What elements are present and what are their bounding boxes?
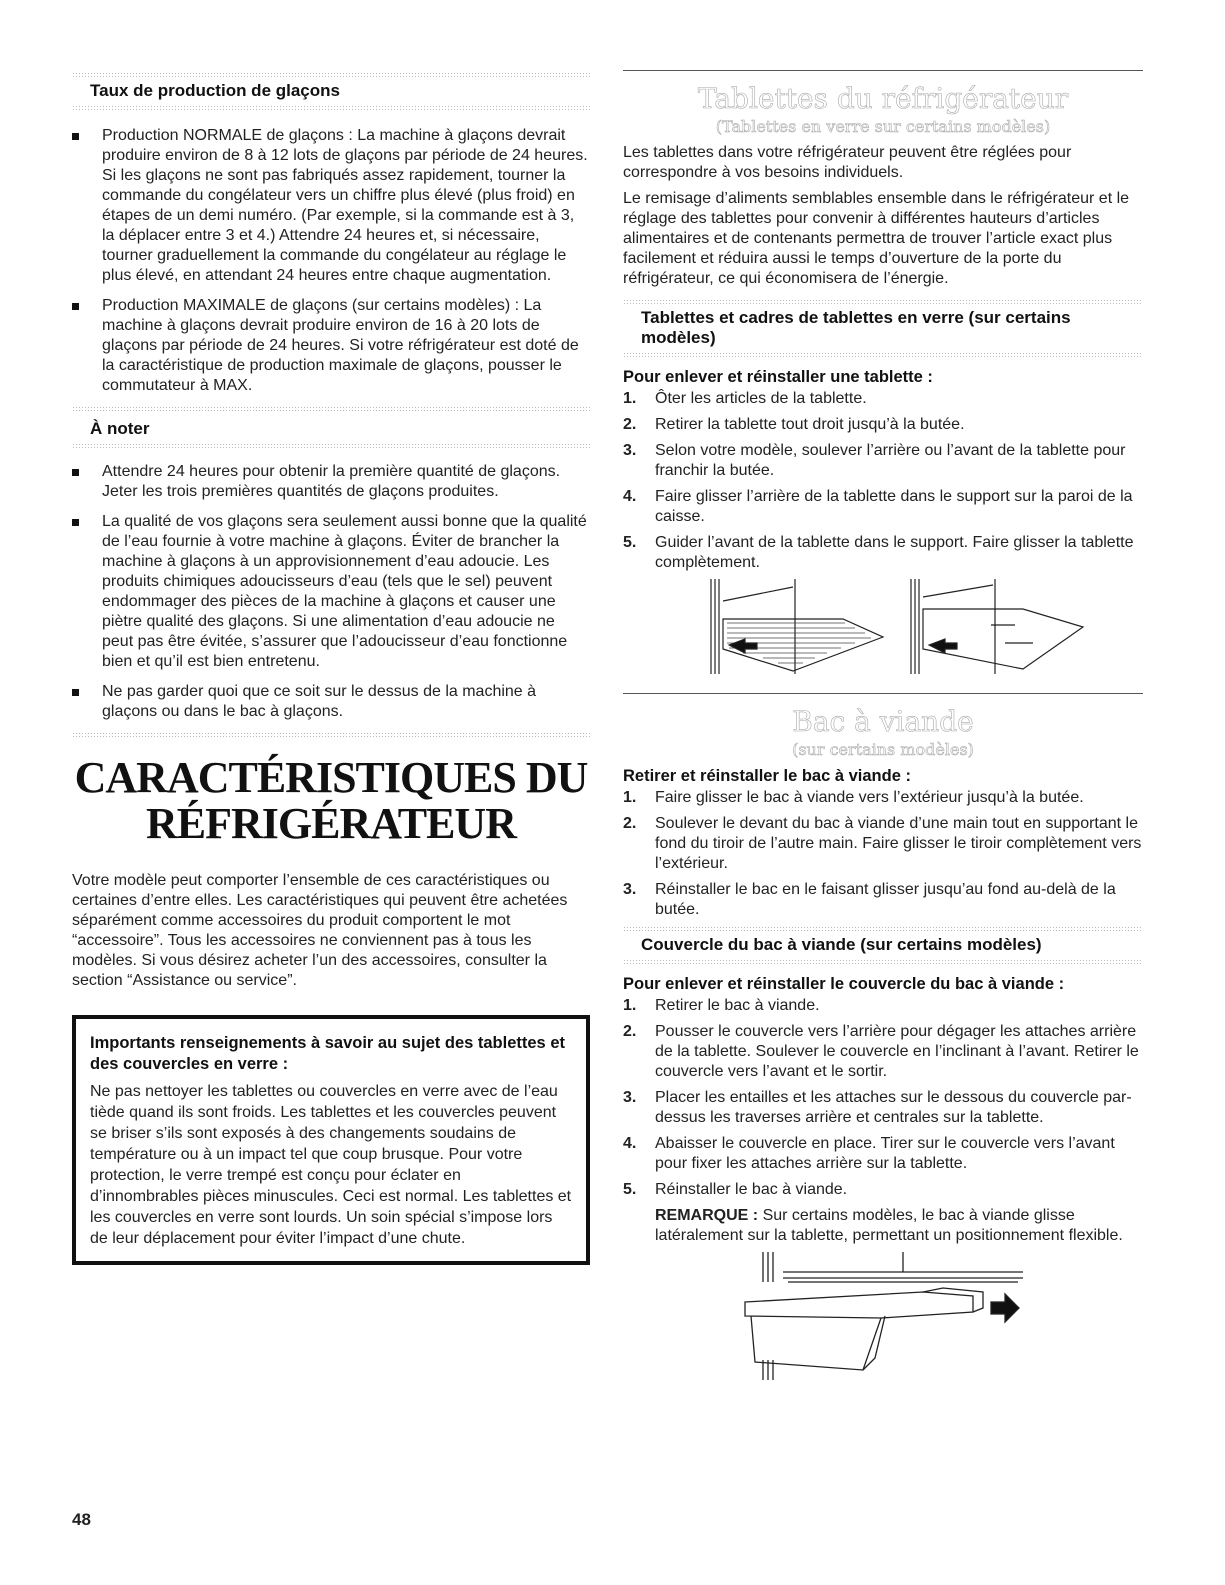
remark-label: REMARQUE : (655, 1207, 759, 1224)
remark (623, 1206, 1143, 1246)
section-rule (623, 70, 1143, 71)
step-number: 4. (623, 488, 637, 505)
ice-rate-heading: Taux de production de glaçons (90, 81, 340, 100)
step-number: 5. (623, 534, 637, 551)
warning-box-text: Ne pas nettoyer les tablettes ou couvercles en verre avec de l’eau tiède quand ils sont froids. Les tablettes et les couvercles peuvent se briser s’ils sont exposés à des changements soudains de température ou à un impact tel que coup brusque. Pour votre protection, le verre trempé est conçu pour éclater en d’innombrables pièces minuscules. Ceci est normal. Les tablettes et les couvercles en verre sont lourds. Un soin spécial s’impose lors de leur déplacement pour éviter l’impact d’une chute. (90, 1083, 572, 1247)
step-number: 2. (623, 815, 637, 832)
step-text: Faire glisser l’arrière de la tablette dans le support sur la paroi de la caisse. (655, 488, 1133, 525)
step-text: Retirer la tablette tout droit jusqu’à la butée. (655, 416, 965, 433)
remark-text: Sur certains modèles, le bac à viande glisse latéralement sur la tablette, permettant un positionnement flexible. (655, 1207, 1123, 1244)
step-text: Guider l’avant de la tablette dans le support. Faire glisser la tablette complètement. (655, 534, 1134, 571)
divider (623, 959, 1143, 964)
step-number: 3. (623, 1089, 637, 1106)
list-item (623, 533, 1143, 573)
list-item: Production MAXIMALE de glaçons (sur certains modèles) : La machine à glaçons devrait produire environ de 16 à 20 lots de glaçons par période de 24 heures. Si votre réfrigérateur est doté de la caractéristique de production maximale de glaçons, pousser le commutateur à MAX. (72, 296, 590, 396)
list-item (623, 389, 1143, 409)
ice-rate-list (72, 126, 590, 396)
meat-drawer-subtitle: (sur certains modèles) (792, 740, 974, 759)
step-number: 4. (623, 1135, 637, 1152)
page-title (72, 755, 590, 847)
list-item (623, 487, 1143, 527)
page-number: 48 (72, 1510, 91, 1529)
list-item (623, 1180, 1143, 1200)
warning-box-title: Importants renseignements à savoir au sujet des tablettes et des couvercles en verre : (90, 1034, 565, 1073)
step-number: 3. (623, 442, 637, 459)
list-item (623, 996, 1143, 1016)
cover-steps-heading: Pour enlever et réinstaller le couvercle du bac à viande : (623, 975, 1065, 993)
list-item (623, 880, 1143, 920)
note-heading: À noter (90, 419, 150, 438)
list-item (623, 415, 1143, 435)
section-rule (623, 693, 1143, 694)
glass-shelves-heading: Tablettes et cadres de tablettes en verre (sur certains modèles) (641, 308, 1071, 347)
glass-warning-box (72, 1015, 590, 1265)
divider (72, 732, 590, 737)
shelves-subtitle: (Tablettes en verre sur certains modèles) (715, 117, 1051, 136)
step-number: 5. (623, 1181, 637, 1198)
step-text: Soulever le devant du bac à viande d’une main tout en supportant le fond du tiroir de l’autre main. Faire glisser le tiroir complètement vers l’extérieur. (655, 815, 1142, 872)
step-text: Réinstaller le bac à viande. (655, 1181, 848, 1198)
list-item (623, 1022, 1143, 1082)
shelf-illustrations (623, 579, 1143, 679)
step-text: Retirer le bac à viande. (655, 997, 820, 1014)
step-text: Abaisser le couvercle en place. Tirer sur le couvercle vers l’avant pour fixer les attaches arrière sur la tablette. (655, 1135, 1115, 1172)
list-item (623, 814, 1143, 874)
meat-drawer-illustration (623, 1252, 1143, 1380)
list-item: La qualité de vos glaçons sera seulement aussi bonne que la qualité de l’eau fournie à votre machine à glaçons. Éviter de brancher la machine à glaçons à un approvisionnement d’eau adoucie. Les produits chimiques adoucisseurs d’eau (tels que le sel) peuvent endommager des pièces de la machine à glaçons et causer une piètre qualité des glaçons. Si une alimentation d’eau adoucie ne peut pas être évitée, s’assurer que l’adoucisseur d’eau fonctionne bien et qu’il est bien entretenu. (72, 512, 590, 672)
list-item: Production NORMALE de glaçons : La machine à glaçons devrait produire environ de 8 à 12 lots de glaçons par période de 24 heures. Si les glaçons ne sont pas fabriqués assez rapidement, tourner la commande du congélateur vers un chiffre plus élevé (plus froid) en étapes de un demi numéro. (Par exemple, si la commande est à 3, la déplacer entre 3 et 4.) Attendre 24 heures et, si nécessaire, tourner graduellement la commande du congélateur au réglage le plus élevé, en attendant 24 heures entre chaque augmentation. (72, 126, 590, 286)
left-column (72, 0, 590, 1265)
meat-steps-heading: Retirer et réinstaller le bac à viande : (623, 767, 911, 785)
list-item: Attendre 24 heures pour obtenir la première quantité de glaçons. Jeter les trois premières quantités de glaçons produites. (72, 462, 590, 502)
step-number: 1. (623, 997, 637, 1014)
meat-steps-list (623, 788, 1143, 920)
step-text: Placer les entailles et les attaches sur le dessous du couvercle par-dessus les traverses arrière et centrales sur la tablette. (655, 1089, 1132, 1126)
shelf-removal-illustration (623, 579, 1143, 679)
page-title-line2: RÉFRIGÉRATEUR (145, 799, 516, 848)
shelves-para-1: Les tablettes dans votre réfrigérateur peuvent être réglées pour correspondre à vos besoins individuels. (623, 144, 1072, 181)
shelves-title: Tablettes du réfrigérateur (697, 82, 1069, 115)
meat-drawer-title: Bac à viande (792, 705, 974, 738)
shelves-para-2: Le remisage d’aliments semblables ensemble dans le réfrigérateur et le réglage des tablettes pour convenir à différentes hauteurs d’articles alimentaires et de contenants permettra de trouver l’article exact plus facilement et réduira aussi le temps d’ouverture de la porte du réfrigérateur, ce qui économisera de l’énergie. (623, 190, 1130, 287)
step-number: 2. (623, 416, 637, 433)
list-item (623, 788, 1143, 808)
step-number: 3. (623, 881, 637, 898)
intro-paragraph: Votre modèle peut comporter l’ensemble de ces caractéristiques ou certaines d’entre elles. Les caractéristiques qui peuvent être achetées séparément comme accessoires du produit comportent le mot “accessoire”. Tous les accessoires ne conviennent pas à tous les modèles. Si vous désirez acheter l’un des accessoires, consulter la section “Assistance ou service”. (72, 872, 568, 989)
step-text: Faire glisser le bac à viande vers l’extérieur jusqu’à la butée. (655, 789, 1084, 806)
step-text: Réinstaller le bac en le faisant glisser jusqu’au fond au-delà de la butée. (655, 881, 1116, 918)
cover-heading: Couvercle du bac à viande (sur certains modèles) (641, 935, 1042, 954)
list-item (623, 441, 1143, 481)
step-text: Selon votre modèle, soulever l’arrière ou l’avant de la tablette pour franchir la butée. (655, 442, 1126, 479)
note-list (72, 462, 590, 722)
cover-steps-list (623, 996, 1143, 1200)
divider (72, 443, 590, 448)
divider (623, 352, 1143, 357)
step-number: 2. (623, 1023, 637, 1040)
step-text: Ôter les articles de la tablette. (655, 390, 867, 407)
right-column (623, 0, 1143, 1380)
step-number: 1. (623, 390, 637, 407)
list-item: Ne pas garder quoi que ce soit sur le dessus de la machine à glaçons ou dans le bac à glaçons. (72, 682, 590, 722)
shelf-steps-heading: Pour enlever et réinstaller une tablette : (623, 368, 933, 386)
list-item (623, 1088, 1143, 1128)
page-title-line1: CARACTÉRISTIQUES DU (74, 753, 588, 802)
step-number: 1. (623, 789, 637, 806)
shelf-steps-list (623, 389, 1143, 573)
step-text: Pousser le couvercle vers l’arrière pour dégager les attaches arrière de la tablette. Soulever le couvercle en l’inclinant à l’avant. Retirer le couvercle vers l’avant et le sortir. (655, 1023, 1139, 1080)
list-item (623, 1134, 1143, 1174)
divider (72, 105, 590, 110)
